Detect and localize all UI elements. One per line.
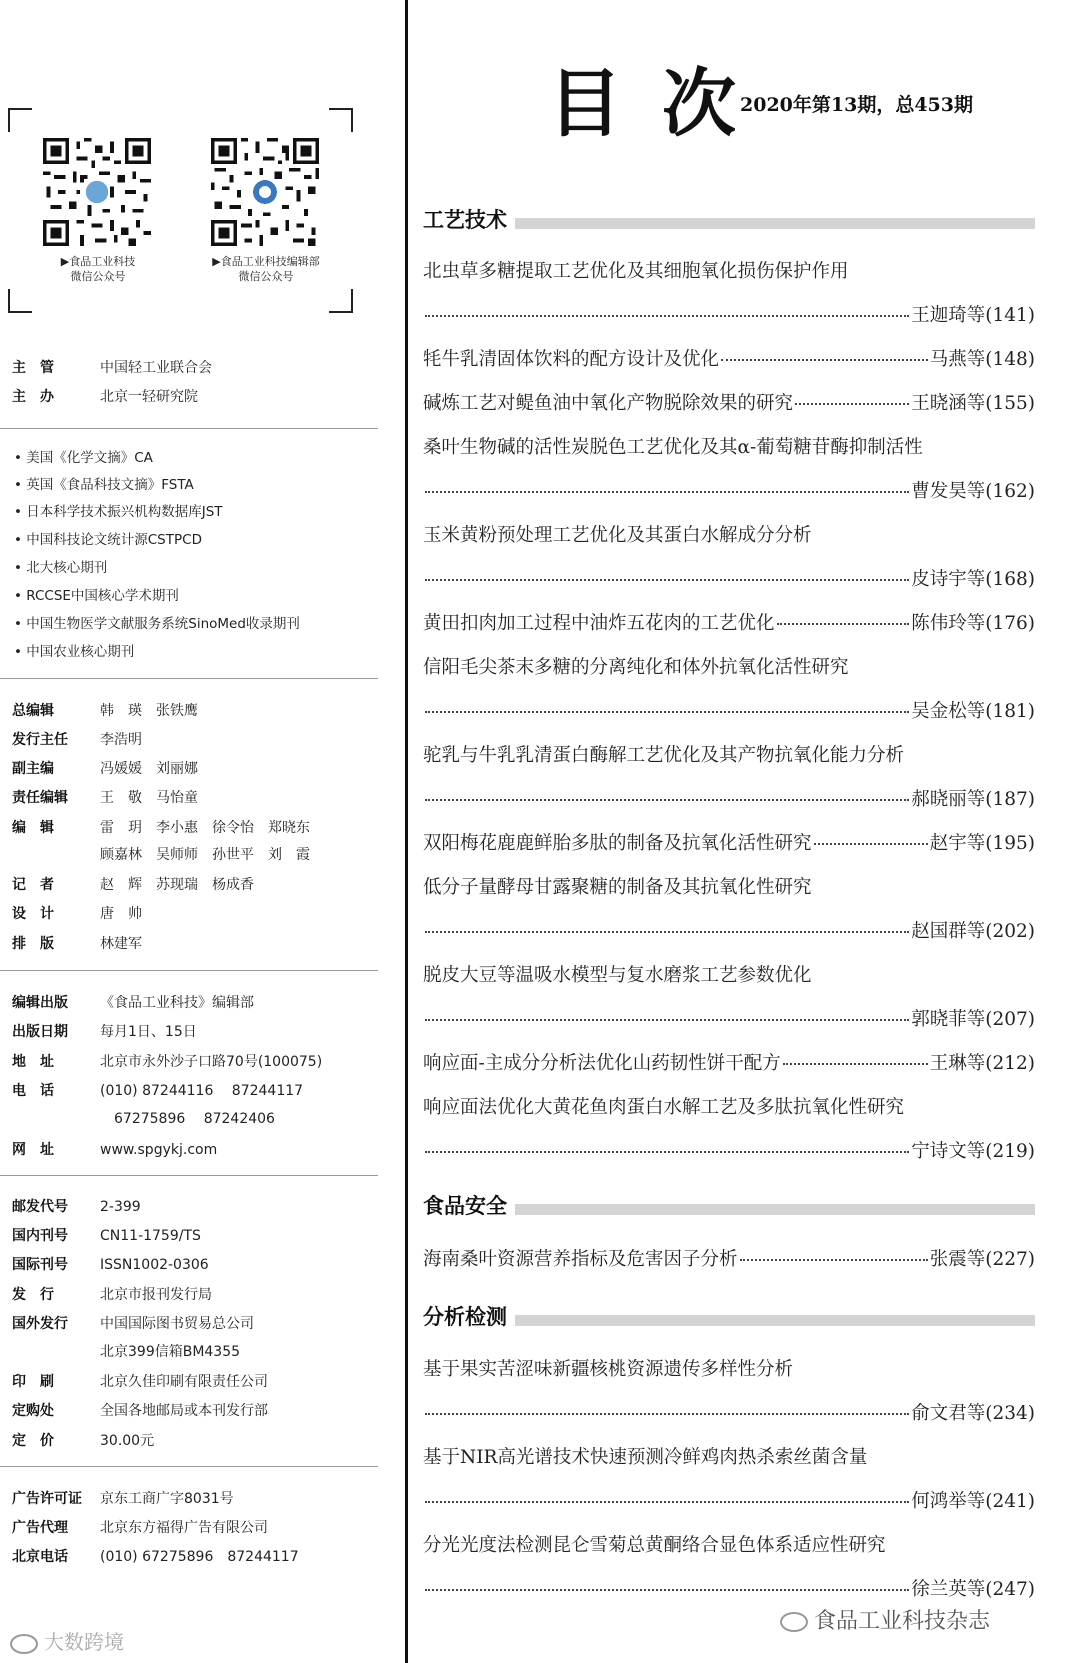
qr-caption-line: 微信公众号 [70, 270, 126, 283]
qr-caption-line: 微信公众号 [238, 270, 294, 283]
field-value: 北京市永外沙子口路70号(100075) [100, 1054, 323, 1070]
publication-row [12, 1109, 275, 1129]
leader-dots [425, 579, 909, 581]
index-item: • 北大核心期刊 [14, 560, 108, 576]
article-title: 低分子量酵母甘露聚糖的制备及其抗氧化性研究 [423, 877, 812, 898]
field-value: 京东工商广字8031号 [100, 1491, 234, 1507]
toc-entry[interactable] [423, 346, 1035, 374]
field-value: 李浩明 [100, 732, 142, 748]
article-author: 郝晓丽等(187) [911, 789, 1035, 810]
index-item: • 英国《食品科技文摘》FSTA [14, 477, 194, 493]
section-title: 食品安全 [423, 1191, 513, 1221]
article-author: 马燕等(148) [929, 349, 1035, 370]
code-row [12, 1401, 268, 1421]
field-value: 顾嘉林 吴师师 孙世平 刘 霞 [100, 847, 310, 863]
staff-row [12, 759, 198, 779]
article-author: 王迦琦等(141) [911, 305, 1035, 326]
field-label: 国内刊号 [12, 1228, 68, 1244]
field-value: 每月1日、15日 [100, 1024, 197, 1040]
article-author: 俞文君等(234) [911, 1403, 1035, 1424]
field-value: 中国国际图书贸易总公司 [100, 1316, 254, 1332]
code-row [12, 1226, 201, 1246]
code-row [12, 1255, 209, 1275]
toc-title: 目次 [548, 61, 776, 147]
field-label: 记 者 [12, 877, 54, 893]
toc-entry[interactable] [423, 654, 1035, 726]
leader-dots [777, 623, 910, 625]
section-header [423, 205, 1035, 235]
qr-code-wechat-journal [43, 138, 151, 246]
divider [0, 1175, 378, 1176]
ads-row [12, 1547, 299, 1567]
field-label: 编 辑 [12, 820, 54, 836]
field-value: 《食品工业科技》编辑部 [100, 995, 254, 1011]
field-value: ISSN1002-0306 [100, 1257, 209, 1273]
leader-dots [425, 1413, 909, 1415]
staff-row [12, 934, 142, 954]
staff-row [12, 875, 254, 895]
field-label: 发行主任 [12, 732, 68, 748]
code-row [12, 1314, 254, 1334]
field-label: 总编辑 [12, 703, 54, 719]
field-label: 发 行 [12, 1287, 54, 1303]
watermark-logo-icon [10, 1634, 38, 1654]
article-author: 张震等(227) [929, 1249, 1035, 1270]
field-value: 唐 帅 [100, 906, 142, 922]
website-link[interactable]: www.spgykj.com [100, 1142, 218, 1158]
toc-entry[interactable] [423, 258, 1035, 330]
divider [0, 970, 378, 971]
staff-row [12, 818, 310, 838]
article-title: 碱炼工艺对鳀鱼油中氧化产物脱除效果的研究 [423, 393, 794, 414]
frame-corner [8, 108, 32, 132]
field-label: 邮发代号 [12, 1199, 68, 1215]
index-item: • 中国生物医学文献服务系统SinoMed收录期刊 [14, 616, 300, 632]
qr-caption-line: ▶食品工业科技 [60, 255, 136, 268]
field-value: 赵 辉 苏现瑞 杨成香 [100, 877, 254, 893]
index-item: • RCCSE中国核心学术期刊 [14, 588, 179, 604]
article-author: 王晓涵等(155) [911, 393, 1035, 414]
toc-entry[interactable] [423, 434, 1035, 506]
field-label: 出版日期 [12, 1024, 68, 1040]
publication-row [12, 1052, 322, 1072]
article-title: 玉米黄粉预处理工艺优化及其蛋白水解成分分析 [423, 525, 812, 546]
index-item: • 日本科学技术振兴机构数据库JST [14, 504, 223, 520]
article-title: 分光光度法检测昆仑雪菊总黄酮络合显色体系适应性研究 [423, 1535, 886, 1556]
divider [0, 1466, 378, 1467]
field-label: 编辑出版 [12, 995, 68, 1011]
toc-entry[interactable] [423, 610, 1035, 638]
index-item: • 中国科技论文统计源CSTPCD [14, 532, 202, 548]
article-title: 北虫草多糖提取工艺优化及其细胞氧化损伤保护作用 [423, 261, 849, 282]
field-label: 地 址 [12, 1054, 54, 1070]
field-label: 定 价 [12, 1433, 54, 1449]
article-author: 何鸿举等(241) [911, 1491, 1035, 1512]
toc-entry[interactable] [423, 1532, 1035, 1604]
article-title: 驼乳与牛乳乳清蛋白酶解工艺优化及其产物抗氧化能力分析 [423, 745, 905, 766]
masthead-column [0, 0, 405, 1663]
section-header [423, 1302, 1035, 1332]
toc-entry[interactable] [423, 1246, 1035, 1274]
article-author: 郭晓菲等(207) [911, 1009, 1035, 1030]
leader-dots [425, 799, 909, 801]
field-value: 冯媛媛 刘丽娜 [100, 761, 198, 777]
staff-row [12, 904, 142, 924]
toc-entry[interactable] [423, 962, 1035, 1034]
section-title: 工艺技术 [423, 205, 513, 235]
toc-entry[interactable] [423, 390, 1035, 418]
publication-row [12, 1022, 197, 1042]
field-value: (010) 87244116 87244117 [100, 1083, 304, 1099]
qr-caption-journal [13, 254, 183, 284]
leader-dots [721, 359, 928, 361]
field-value: (010) 67275896 87244117 [100, 1549, 299, 1565]
field-value: 王 敬 马怡童 [100, 790, 198, 806]
frame-corner [329, 289, 353, 313]
staff-row [12, 701, 198, 721]
code-row [12, 1342, 240, 1362]
article-author: 赵宇等(195) [929, 833, 1035, 854]
article-title: 双阳梅花鹿鹿鲜胎多肽的制备及抗氧化活性研究 [423, 833, 812, 854]
index-item: • 美国《化学文摘》CA [14, 450, 153, 466]
leader-dots [425, 315, 909, 317]
qr-caption-editorial [181, 254, 351, 284]
frame-corner [329, 108, 353, 132]
leader-dots [425, 491, 909, 493]
article-author: 吴金松等(181) [911, 701, 1035, 722]
article-title: 桑叶生物碱的活性炭脱色工艺优化及其α-葡萄糖苷酶抑制活性 [423, 437, 923, 458]
publication-row [12, 1140, 217, 1160]
staff-row [12, 730, 142, 750]
qr-code-panel [8, 108, 353, 313]
field-label: 主 办 [12, 389, 54, 405]
section-title: 分析检测 [423, 1302, 513, 1332]
sponsor-row [12, 358, 212, 378]
code-row [12, 1197, 141, 1217]
field-value: 韩 瑛 张铁鹰 [100, 703, 198, 719]
field-label: 责任编辑 [12, 790, 68, 806]
leader-dots [814, 843, 928, 845]
field-value: 北京东方福得广告有限公司 [100, 1520, 268, 1536]
article-author: 陈伟玲等(176) [911, 613, 1035, 634]
field-label: 国外发行 [12, 1316, 68, 1332]
sponsor-row [12, 387, 198, 407]
toc-entry[interactable] [423, 1050, 1035, 1078]
divider [0, 428, 378, 429]
leader-dots [425, 1151, 909, 1153]
publication-row [12, 993, 254, 1013]
toc-entry[interactable] [423, 1356, 1035, 1428]
field-label: 设 计 [12, 906, 54, 922]
publication-row [12, 1081, 303, 1101]
watermark-text: 大数跨境 [44, 1630, 124, 1654]
field-label: 国际刊号 [12, 1257, 68, 1273]
field-value: 全国各地邮局或本刊发行部 [100, 1403, 268, 1419]
toc-entry[interactable] [423, 1444, 1035, 1516]
qr-code-wechat-editorial [211, 138, 319, 246]
field-value: 雷 玥 李小惠 徐令怡 郑晓东 [100, 820, 310, 836]
leader-dots [425, 1589, 909, 1591]
field-value: 2-399 [100, 1199, 141, 1215]
field-label: 电 话 [12, 1083, 54, 1099]
ads-row [12, 1489, 234, 1509]
column-divider [405, 0, 408, 1663]
field-value: 林建军 [100, 936, 142, 952]
field-value: 中国轻工业联合会 [100, 360, 212, 376]
toc-entry[interactable] [423, 742, 1035, 814]
section-header [423, 1191, 1035, 1221]
leader-dots [425, 931, 909, 933]
section-bar [515, 1315, 1035, 1326]
field-label: 北京电话 [12, 1549, 68, 1565]
field-value: 67275896 87242406 [100, 1111, 275, 1127]
index-item: • 中国农业核心期刊 [14, 644, 135, 660]
article-title: 基于果实苦涩味新疆核桃资源遗传多样性分析 [423, 1359, 794, 1380]
article-author: 曹发昊等(162) [911, 481, 1035, 502]
toc-entry[interactable] [423, 1094, 1035, 1166]
article-author: 徐兰英等(247) [911, 1579, 1035, 1600]
article-author: 赵国群等(202) [911, 921, 1035, 942]
field-label: 网 址 [12, 1142, 54, 1158]
article-author: 王琳等(212) [929, 1053, 1035, 1074]
article-title: 海南桑叶资源营养指标及危害因子分析 [423, 1249, 738, 1270]
field-label: 排 版 [12, 936, 54, 952]
ads-row [12, 1518, 268, 1538]
article-title: 黄田扣肉加工过程中油炸五花肉的工艺优化 [423, 613, 775, 634]
article-author: 宁诗文等(219) [911, 1141, 1035, 1162]
qr-caption-line: ▶食品工业科技编辑部 [212, 255, 320, 268]
article-title: 基于NIR高光谱技术快速预测冷鲜鸡肉热杀索丝菌含量 [423, 1447, 868, 1468]
staff-row [12, 845, 310, 865]
section-bar [515, 218, 1035, 229]
field-label: 印 刷 [12, 1374, 54, 1390]
toc-entry[interactable] [423, 522, 1035, 594]
toc-entry[interactable] [423, 830, 1035, 858]
field-value: 北京久佳印刷有限责任公司 [100, 1374, 268, 1390]
article-title: 牦牛乳清固体饮料的配方设计及优化 [423, 349, 720, 370]
leader-dots [425, 1501, 909, 1503]
divider [0, 678, 378, 679]
issue-number: 2020年第13期，总453期 [740, 94, 973, 116]
watermark-text: 食品工业科技杂志 [814, 1609, 991, 1634]
frame-corner [8, 289, 32, 313]
field-label: 副主编 [12, 761, 54, 777]
field-value: CN11-1759/TS [100, 1228, 201, 1244]
leader-dots [425, 1019, 909, 1021]
leader-dots [425, 711, 909, 713]
article-title: 响应面法优化大黄花鱼肉蛋白水解工艺及多肽抗氧化性研究 [423, 1097, 905, 1118]
article-author: 皮诗宇等(168) [911, 569, 1035, 590]
toc-entry[interactable] [423, 874, 1035, 946]
code-row [12, 1431, 154, 1451]
leader-dots [783, 1063, 928, 1065]
code-row [12, 1372, 268, 1392]
field-label: 广告代理 [12, 1520, 68, 1536]
watermark-left [10, 1626, 124, 1655]
section-bar [515, 1204, 1035, 1215]
field-label: 定购处 [12, 1403, 54, 1419]
wechat-logo-icon [780, 1612, 808, 1632]
field-value: 北京399信箱BM4355 [100, 1344, 241, 1360]
leader-dots [740, 1259, 928, 1261]
article-title: 脱皮大豆等温吸水模型与复水磨浆工艺参数优化 [423, 965, 812, 986]
field-label: 广告许可证 [12, 1491, 82, 1507]
article-title: 响应面-主成分分析法优化山药韧性饼干配方 [423, 1053, 781, 1074]
code-row [12, 1285, 212, 1305]
article-title: 信阳毛尖茶末多糖的分离纯化和体外抗氧化活性研究 [423, 657, 849, 678]
field-value: 北京一轻研究院 [100, 389, 198, 405]
field-value: 北京市报刊发行局 [100, 1287, 212, 1303]
field-label: 主 管 [12, 360, 54, 376]
field-value: 30.00元 [100, 1433, 155, 1449]
leader-dots [795, 403, 909, 405]
watermark-right [780, 1604, 990, 1635]
staff-row [12, 788, 198, 808]
